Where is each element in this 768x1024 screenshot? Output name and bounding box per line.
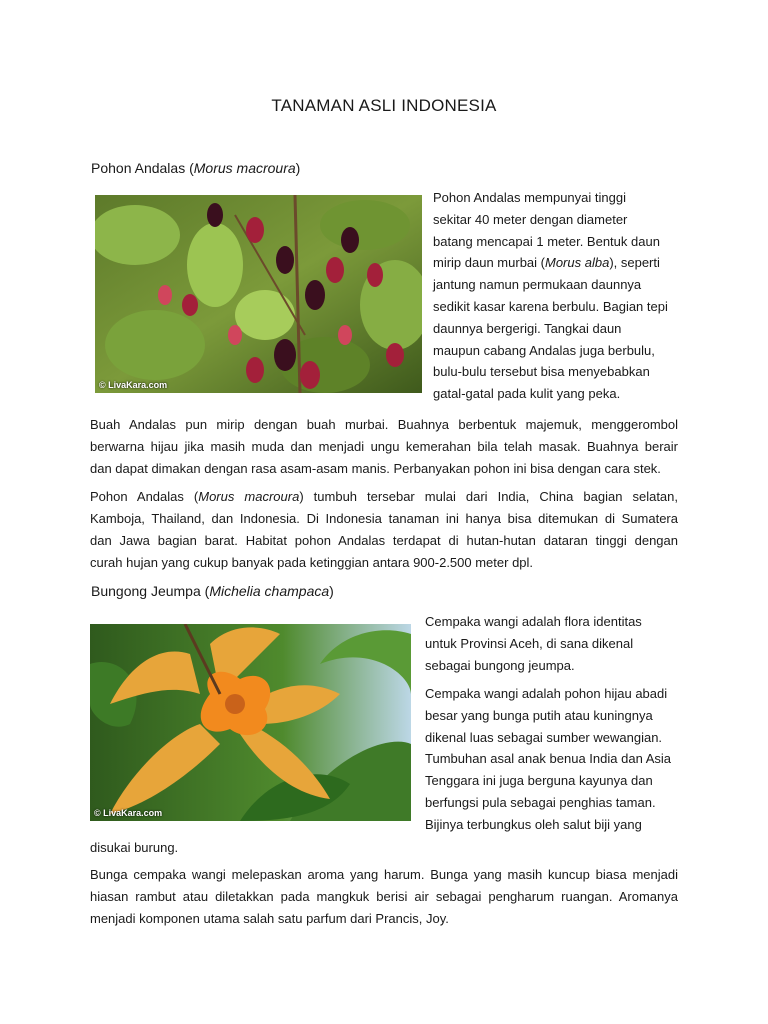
jeumpa-flower-illustration <box>90 624 411 821</box>
jeumpa-continuation <box>90 837 178 859</box>
heading-close: ) <box>295 160 301 176</box>
section-heading-andalas <box>91 160 300 176</box>
text-line <box>433 252 668 274</box>
andalas-fruit-illustration <box>95 195 422 393</box>
paragraph-habitat-andalas <box>90 486 678 574</box>
section-heading-jeumpa <box>91 583 334 599</box>
heading-text: Bungong Jeumpa ( <box>91 583 210 599</box>
text-line: gatal-gatal pada kulit yang peka. <box>433 386 621 402</box>
text-segment: Pohon Andalas ( <box>90 489 199 504</box>
text-line <box>90 486 678 508</box>
text-line: Bijinya terbungkus oleh salut biji yang <box>425 816 642 832</box>
text-line: Tumbuhan asal anak benua India dan Asia <box>425 751 671 767</box>
text-line: jantung namun permukaan daunnya <box>433 277 642 293</box>
image-watermark: © LivaKara.com <box>99 380 168 390</box>
text-line: sekitar 40 meter dengan diameter <box>433 211 628 227</box>
text-line: dan dapat dimakan dengan rasa asam-asam manis. Perbanyakan pohon ini bisa dengan cara stek. <box>90 461 661 476</box>
latin-name: Morus macroura <box>198 489 300 504</box>
text-line: untuk Provinsi Aceh, di sana dikenal <box>425 635 634 651</box>
text-line: sebagai bungong jeumpa. <box>425 657 575 673</box>
page-title: TANAMAN ASLI INDONESIA <box>271 96 497 115</box>
paragraph-bunga-cempaka <box>90 864 678 930</box>
latin-name: Morus alba <box>545 255 610 271</box>
text-line: disukai burung. <box>90 840 179 855</box>
heading-latin-name: Michelia champaca <box>209 583 330 599</box>
andalas-fruit-photo <box>95 195 422 393</box>
text-line: Bunga cempaka wangi melepaskan aroma yang harum. Bunga yang masih kuncup biasa menjadi <box>90 867 678 882</box>
text-line: daunnya bergerigi. Tangkai daun <box>433 320 622 336</box>
heading-text: Pohon Andalas ( <box>91 160 194 176</box>
text-line: Buah Andalas pun mirip dengan buah murbai. Buahnya berbentuk majemuk, menggerombol <box>90 417 678 432</box>
text-line: Pohon Andalas mempunyai tinggi <box>433 190 626 205</box>
text-line: menjadi komponen utama salah satu parfum dari Prancis, Joy. <box>90 911 449 926</box>
text-line: berfungsi pula sebagai penghias taman. <box>425 794 656 810</box>
text-line: Cempaka wangi adalah flora identitas <box>425 614 642 629</box>
text-line: berwarna hijau jika masih muda dan menjadi ungu kemerahan bila telah masak. Buahnya berair <box>90 439 678 454</box>
text-line: Kamboja, Thailand, dan Indonesia. Di Indonesia tanaman ini hanya bisa ditemukan di Sumatera <box>90 511 678 526</box>
text-line: bulu-bulu tersebut bisa menyebabkan <box>433 364 650 380</box>
text-line: dikenal luas sebagai sumber wewangian. <box>425 729 663 745</box>
heading-close: ) <box>329 583 334 599</box>
image-watermark: © LivaKara.com <box>94 808 163 818</box>
text-line: maupun cabang Andalas juga berbulu, <box>433 342 655 358</box>
paragraph-buah-andalas <box>90 414 678 480</box>
text-segment: ) tumbuh tersebar mulai dari India, China bagian selatan, <box>299 489 678 504</box>
jeumpa-flower-photo <box>90 624 411 821</box>
heading-latin-name: Morus macroura <box>193 160 296 176</box>
text-line: curah hujan yang cukup banyak pada ketinggian antara 900-2.500 meter dpl. <box>90 555 534 570</box>
text-segment: ), seperti <box>609 255 660 271</box>
text-line: batang mencapai 1 meter. Bentuk daun <box>433 233 660 249</box>
jeumpa-side-text-intro <box>425 611 642 676</box>
andalas-side-text <box>433 187 668 405</box>
text-line: Cempaka wangi adalah pohon hijau abadi <box>425 686 668 701</box>
text-line: Tenggara ini juga berguna kayunya dan <box>425 773 653 789</box>
text-line: hiasan rambut atau diletakkan pada mangkuk berisi air sebagai pengharum ruangan. Aromanya <box>90 889 678 904</box>
jeumpa-side-text-description <box>425 683 671 836</box>
text-line: besar yang bunga putih atau kuningnya <box>425 707 653 723</box>
text-line: sedikit kasar karena berbulu. Bagian tepi <box>433 298 668 314</box>
text-line: dan Jawa bagian barat. Habitat pohon Andalas terdapat di hutan-hutan dataran tinggi dengan <box>90 533 678 548</box>
text-segment: mirip daun murbai ( <box>433 255 545 271</box>
